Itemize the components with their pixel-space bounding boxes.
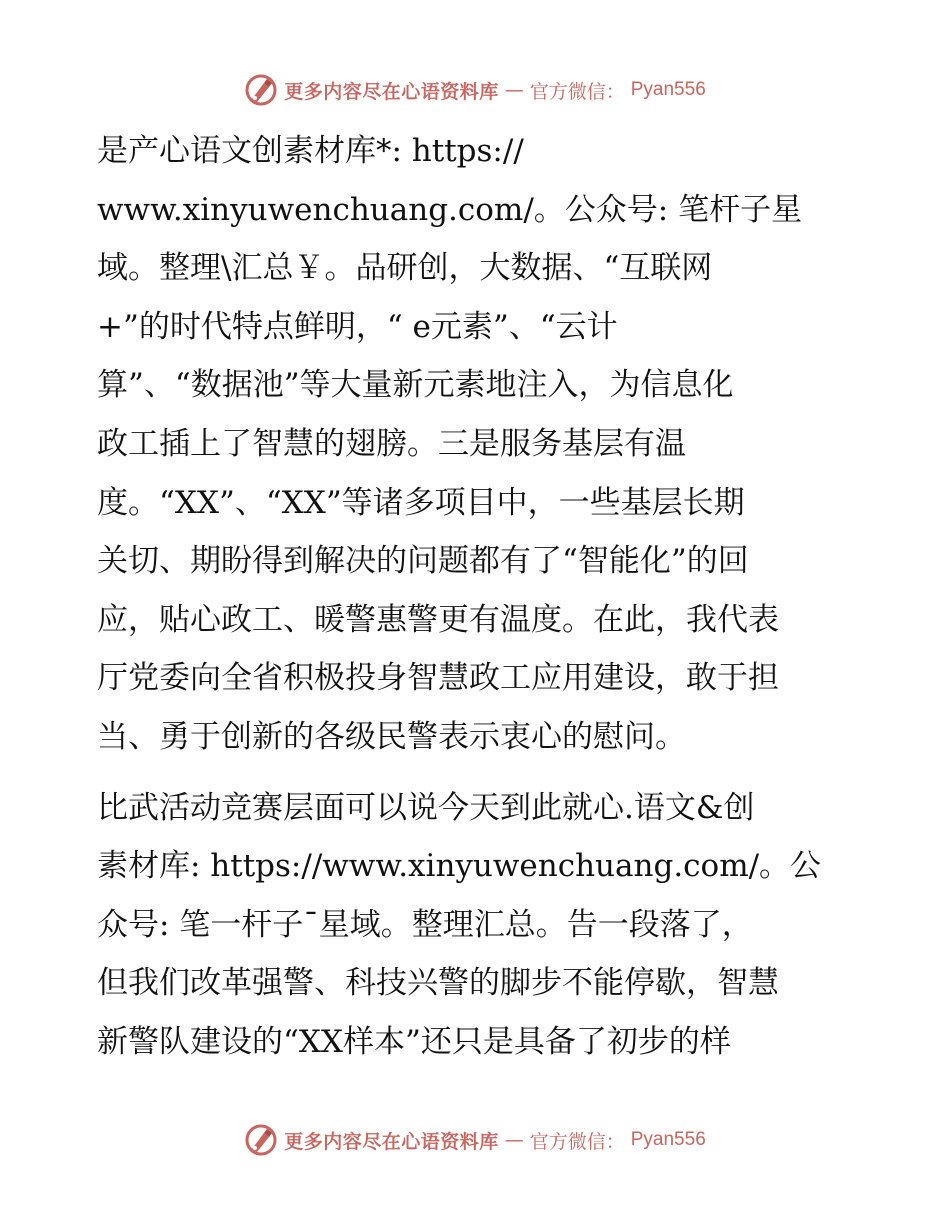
text-line: 比武活动竞赛层面可以说今天到此就心.语文&创 <box>97 789 755 826</box>
footer-separator: — <box>504 1129 524 1151</box>
header-brand-text: 更多内容尽在心语资料库 <box>284 80 499 103</box>
header-separator: — <box>504 79 524 101</box>
text-line: 域。整理\汇总￥。品研创，大数据、“互联网 <box>97 250 713 287</box>
text-line: 算”、“数据池”等大量新元素地注入，为信息化 <box>97 367 734 404</box>
text-line: 但我们改革强警、科技兴警的脚步不能停歇，智慧 <box>97 965 779 1002</box>
text-line: +”的时代特点鲜明，“ e元素”、“云计 <box>97 308 618 345</box>
text-line: 当、勇于创新的各级民警表示衷心的慰问。 <box>97 718 686 755</box>
footer-brand-text: 更多内容尽在心语资料库 <box>284 1130 499 1153</box>
text-line: 度。“XX”、“XX”等诸多项目中，一些基层长期 <box>97 484 745 521</box>
text-line: 新警队建设的“XX样本”还只是具备了初步的样 <box>97 1023 731 1060</box>
text-line: 素材库: https://www.xinyuwenchuang.com/。公 <box>97 848 822 885</box>
footer-wechat-id: Pyan556 <box>630 1129 706 1150</box>
pen-logo-icon <box>244 73 278 107</box>
paragraph-2 <box>97 779 857 1072</box>
text-line: 应，贴心政工、暖警惠警更有温度。在此，我代表 <box>97 601 779 638</box>
text-line: 众号: 笔一杆子¯星域。整理汇总。告一段落了， <box>97 906 753 943</box>
pen-logo-icon <box>244 1123 278 1157</box>
header-wechat-label: 官方微信： <box>529 80 625 103</box>
page-footer-banner <box>0 1120 950 1160</box>
text-line: www.xinyuwenchuang.com/。公众号: 笔杆子星 <box>97 191 803 228</box>
header-wechat-id: Pyan556 <box>630 79 706 100</box>
text-line: 政工插上了智慧的翅膀。三是服务基层有温 <box>97 425 686 462</box>
paragraph-1 <box>97 122 857 767</box>
page-header-banner <box>0 70 950 110</box>
footer-wechat-label: 官方微信： <box>529 1130 625 1153</box>
text-line: 厅党委向全省积极投身智慧政工应用建设，敢于担 <box>97 660 779 697</box>
text-line: 关切、期盼得到解决的问题都有了“智能化”的回 <box>97 543 749 580</box>
document-body <box>97 122 857 1072</box>
text-line: 是产心语文创素材库*: https:// <box>97 133 524 169</box>
